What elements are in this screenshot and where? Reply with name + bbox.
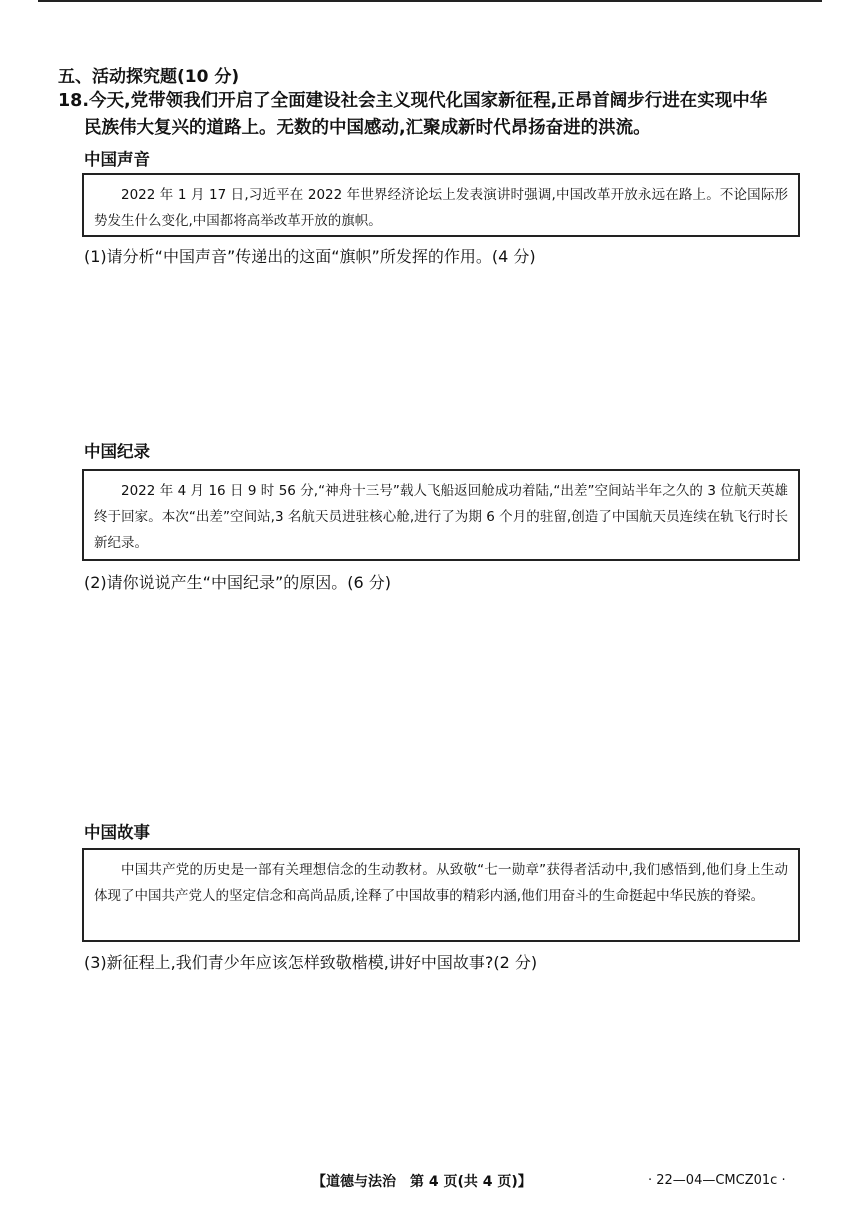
material-text: 中国共产党的历史是一部有关理想信念的生动教材。从致敬“七一勋章”获得者活动中,我们感悟到,他们身上生动体现了中国共产党人的坚定信念和高尚品质,诠释了中国故事的精彩内涵,他们用奋斗的生命挺起中华民族的脊梁。 [94, 862, 788, 904]
material-text: 2022 年 4 月 16 日 9 时 56 分,“神舟十三号”载人飞船返回舱成功着陆,“出差”空间站半年之久的 3 位航天英雄终于回家。本次“出差”空间站,3 名航天员进驻核心舱,进行了为期 6 个月的驻留,创造了中国航天员连续在轨飞行时长新纪录。 [94, 483, 788, 551]
question-18-stem [58, 88, 808, 142]
footer-subject-page: 【道德与法治 第 4 页(共 4 页)】 [312, 1174, 532, 1190]
material-text: 2022 年 1 月 17 日,习近平在 2022 年世界经济论坛上发表演讲时强调,中国改革开放永远在路上。不论国际形势发生什么变化,中国都将高举改革开放的旗帜。 [94, 187, 788, 229]
heading-china-record: 中国纪录 [84, 442, 150, 461]
question-number: 18. [58, 91, 90, 111]
material-box-china-story [82, 848, 800, 942]
material-box-china-voice [82, 173, 800, 237]
stem-line-2: 民族伟大复兴的道路上。无数的中国感动,汇聚成新时代昂扬奋进的洪流。 [84, 118, 651, 138]
heading-china-voice: 中国声音 [84, 150, 150, 169]
sub-question-2: (2)请你说说产生“中国纪录”的原因。(6 分) [84, 573, 391, 592]
sub-question-1: (1)请分析“中国声音”传递出的这面“旗帜”所发挥的作用。(4 分) [84, 247, 536, 266]
stem-line-1: 今天,党带领我们开启了全面建设社会主义现代化国家新征程,正昂首阔步行进在实现中华 [89, 91, 768, 111]
top-border-line [38, 0, 822, 2]
heading-china-story: 中国故事 [84, 823, 150, 842]
footer-exam-code: · 22—04—CMCZ01c · [648, 1173, 786, 1188]
section-title: 五、活动探究题(10 分) [58, 67, 240, 87]
sub-question-3: (3)新征程上,我们青少年应该怎样致敬楷模,讲好中国故事?(2 分) [84, 953, 538, 972]
material-box-china-record [82, 469, 800, 561]
